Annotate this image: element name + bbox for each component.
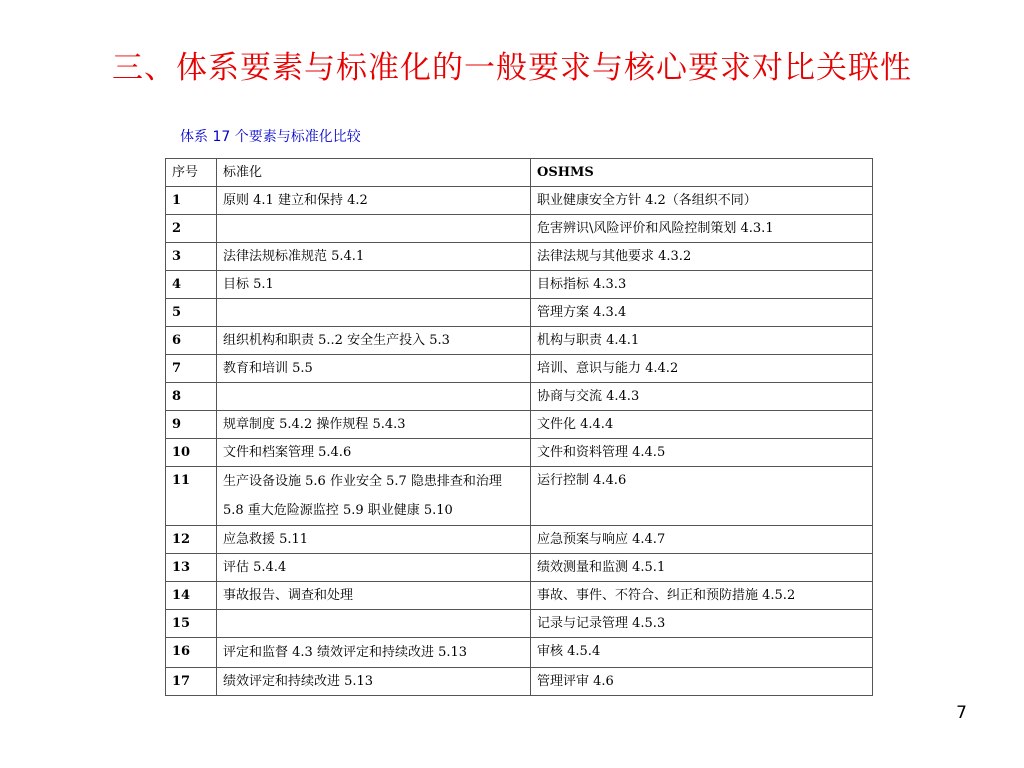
table-header-row <box>166 159 873 187</box>
header-cell-standard: 标准化 <box>217 159 531 187</box>
slide-title: 三、体系要素与标准化的一般要求与核心要求对比关联性 <box>112 50 912 86</box>
standard-cell <box>217 610 531 638</box>
oshms-cell: 运行控制 4.4.6 <box>531 467 873 526</box>
row-number-cell: 10 <box>166 439 217 467</box>
row-number-cell: 4 <box>166 271 217 299</box>
row-number-cell: 6 <box>166 327 217 355</box>
oshms-cell: 绩效测量和监测 4.5.1 <box>531 554 873 582</box>
standard-cell: 目标 5.1 <box>217 271 531 299</box>
row-number-cell: 5 <box>166 299 217 327</box>
header-cell-number: 序号 <box>166 159 217 187</box>
row-number-cell: 1 <box>166 187 217 215</box>
oshms-cell: 文件和资料管理 4.4.5 <box>531 439 873 467</box>
oshms-cell: 协商与交流 4.4.3 <box>531 383 873 411</box>
page-number: 7 <box>956 703 967 723</box>
standard-cell: 绩效评定和持续改进 5.13 <box>217 668 531 696</box>
table-row <box>166 383 873 411</box>
standard-cell: 评定和监督 4.3 绩效评定和持续改进 5.13 <box>217 638 531 668</box>
row-number-cell: 13 <box>166 554 217 582</box>
table-row <box>166 439 873 467</box>
oshms-cell: 职业健康安全方针 4.2（各组织不同） <box>531 187 873 215</box>
standard-cell <box>217 215 531 243</box>
standard-cell: 教育和培训 5.5 <box>217 355 531 383</box>
table-body <box>166 159 873 696</box>
standard-cell: 应急救援 5.11 <box>217 526 531 554</box>
standard-cell: 原则 4.1 建立和保持 4.2 <box>217 187 531 215</box>
row-number-cell: 7 <box>166 355 217 383</box>
oshms-cell: 审核 4.5.4 <box>531 638 873 668</box>
oshms-cell: 机构与职责 4.4.1 <box>531 327 873 355</box>
row-number-cell: 2 <box>166 215 217 243</box>
oshms-cell: 法律法规与其他要求 4.3.2 <box>531 243 873 271</box>
oshms-cell: 应急预案与响应 4.4.7 <box>531 526 873 554</box>
standard-cell: 规章制度 5.4.2 操作规程 5.4.3 <box>217 411 531 439</box>
table-row <box>166 554 873 582</box>
oshms-cell: 管理评审 4.6 <box>531 668 873 696</box>
table-row <box>166 327 873 355</box>
table-row <box>166 526 873 554</box>
table-row <box>166 467 873 526</box>
row-number-cell: 12 <box>166 526 217 554</box>
table-row <box>166 187 873 215</box>
table-row <box>166 243 873 271</box>
standard-cell: 文件和档案管理 5.4.6 <box>217 439 531 467</box>
table-row <box>166 638 873 668</box>
oshms-cell: 危害辨识\风险评价和风险控制策划 4.3.1 <box>531 215 873 243</box>
row-number-cell: 11 <box>166 467 217 526</box>
row-number-cell: 17 <box>166 668 217 696</box>
oshms-cell: 文件化 4.4.4 <box>531 411 873 439</box>
oshms-cell: 培训、意识与能力 4.4.2 <box>531 355 873 383</box>
table-caption: 体系 17 个要素与标准化比较 <box>180 129 361 145</box>
standard-cell: 生产设备设施 5.6 作业安全 5.7 隐患排查和治理 5.8 重大危险源监控 5.9 职业健康 5.10 <box>217 467 531 526</box>
oshms-cell: 管理方案 4.3.4 <box>531 299 873 327</box>
header-cell-oshms: OSHMS <box>531 159 873 187</box>
table-row <box>166 271 873 299</box>
row-number-cell: 15 <box>166 610 217 638</box>
table-row <box>166 668 873 696</box>
standard-cell: 法律法规标准规范 5.4.1 <box>217 243 531 271</box>
row-number-cell: 9 <box>166 411 217 439</box>
oshms-cell: 事故、事件、不符合、纠正和预防措施 4.5.2 <box>531 582 873 610</box>
table-row <box>166 215 873 243</box>
standard-cell: 事故报告、调查和处理 <box>217 582 531 610</box>
standard-cell <box>217 383 531 411</box>
row-number-cell: 8 <box>166 383 217 411</box>
comparison-table <box>165 158 873 696</box>
row-number-cell: 14 <box>166 582 217 610</box>
table-row <box>166 299 873 327</box>
table-row <box>166 355 873 383</box>
table-row <box>166 610 873 638</box>
table-row <box>166 582 873 610</box>
oshms-cell: 目标指标 4.3.3 <box>531 271 873 299</box>
table-row <box>166 411 873 439</box>
standard-cell <box>217 299 531 327</box>
standard-cell: 评估 5.4.4 <box>217 554 531 582</box>
standard-cell: 组织机构和职责 5..2 安全生产投入 5.3 <box>217 327 531 355</box>
row-number-cell: 3 <box>166 243 217 271</box>
oshms-cell: 记录与记录管理 4.5.3 <box>531 610 873 638</box>
row-number-cell: 16 <box>166 638 217 668</box>
